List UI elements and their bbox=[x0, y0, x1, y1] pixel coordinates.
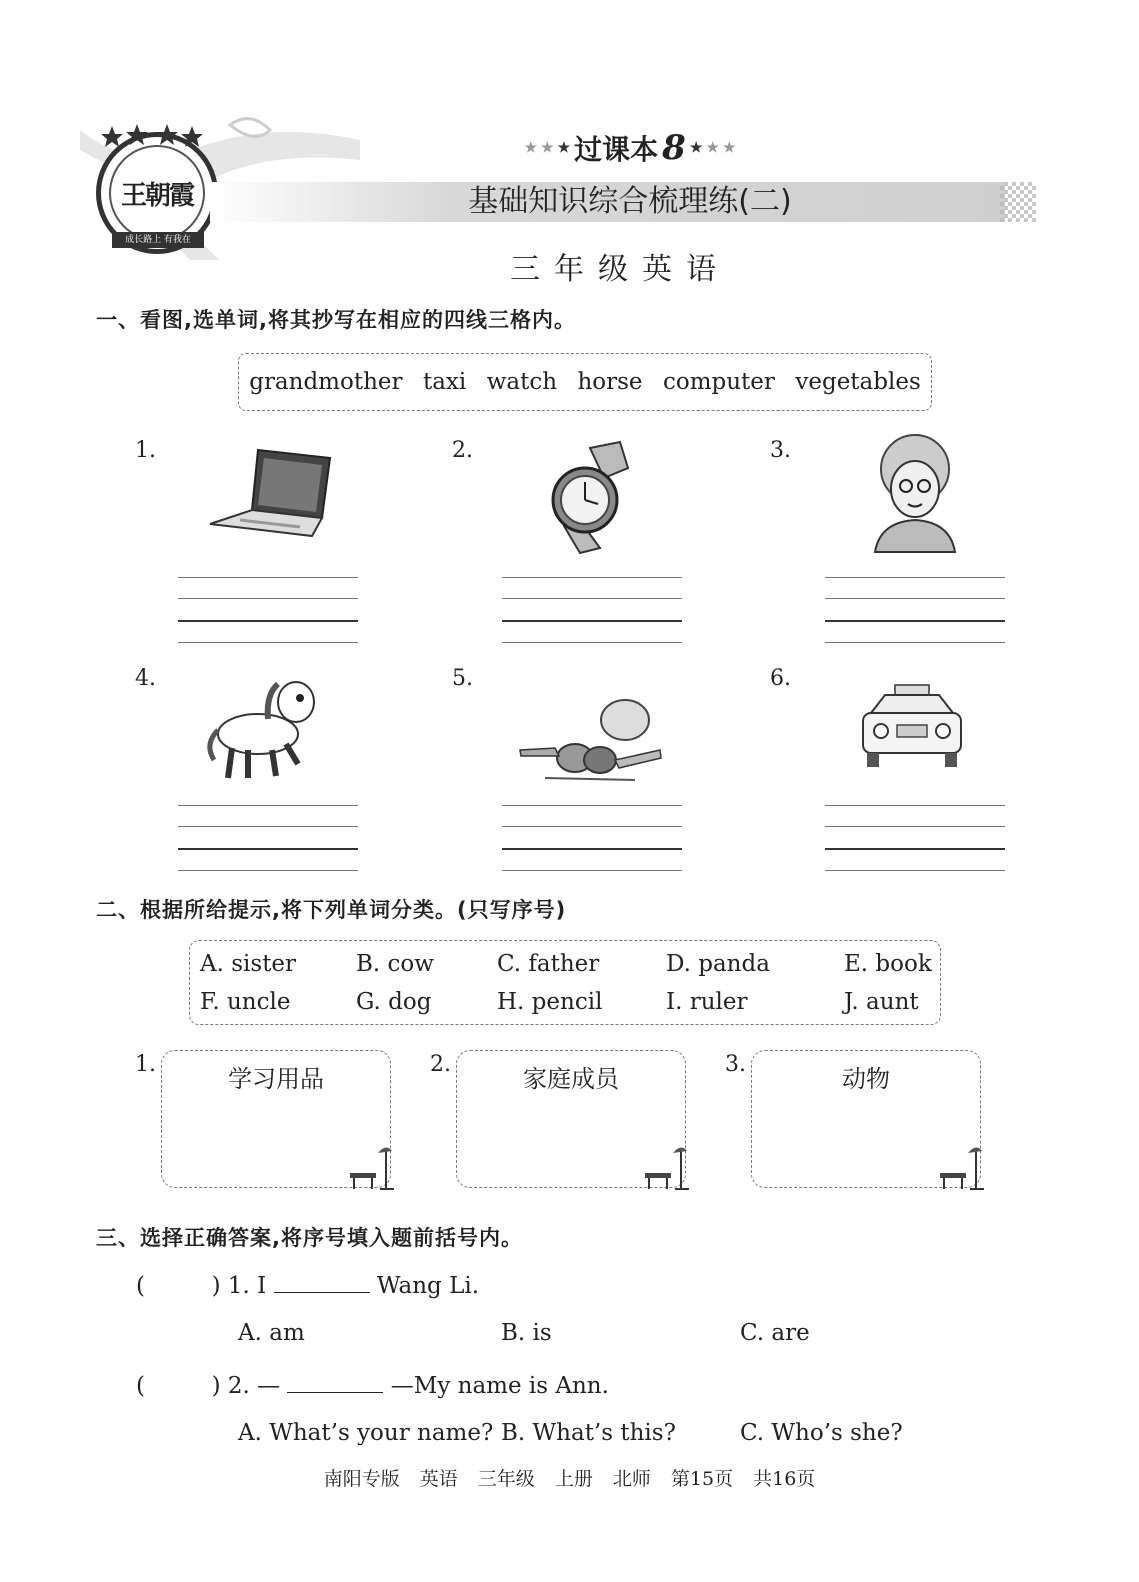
answer-bracket-open[interactable]: ( bbox=[136, 1273, 145, 1299]
answer-bracket-open[interactable]: ( bbox=[136, 1373, 145, 1399]
star-icon: ★ bbox=[557, 140, 571, 156]
item-number: 5. bbox=[452, 666, 473, 691]
writing-lines[interactable] bbox=[178, 577, 358, 643]
item-number: 4. bbox=[135, 666, 156, 691]
lamp-desk-icon bbox=[643, 1143, 691, 1193]
item-number: 6. bbox=[770, 666, 791, 691]
category-box[interactable] bbox=[456, 1050, 686, 1188]
category-label: 动物 bbox=[842, 1065, 890, 1093]
answer-blank[interactable] bbox=[287, 1370, 383, 1393]
subject-title: 三年级英语 bbox=[510, 252, 730, 287]
star-icon: ★ bbox=[541, 140, 554, 156]
word-option: B. cow bbox=[356, 951, 434, 977]
star-crown-icon bbox=[100, 124, 204, 148]
word-option: F. uncle bbox=[200, 989, 291, 1015]
item-number: 3. bbox=[770, 438, 791, 463]
word-option: H. pencil bbox=[497, 989, 603, 1015]
lamp-desk-icon bbox=[348, 1143, 396, 1193]
word-option: taxi bbox=[422, 369, 467, 395]
section1-heading: 一、看图,选单词,将其抄写在相应的四线三格内。 bbox=[96, 308, 576, 332]
option-b[interactable]: B. is bbox=[501, 1320, 552, 1346]
option-c[interactable]: C. Who’s she? bbox=[740, 1420, 903, 1446]
question-prefix: 1. I bbox=[227, 1273, 267, 1299]
category-box[interactable] bbox=[161, 1050, 391, 1188]
answer-blank[interactable] bbox=[274, 1270, 370, 1293]
category-number: 3. bbox=[725, 1052, 746, 1077]
writing-lines[interactable] bbox=[502, 577, 682, 643]
grandmother-icon bbox=[840, 434, 990, 554]
taxi-icon bbox=[837, 668, 987, 788]
writing-lines[interactable] bbox=[178, 805, 358, 871]
category-label: 家庭成员 bbox=[523, 1065, 619, 1093]
section2-heading: 二、根据所给提示,将下列单词分类。(只写序号) bbox=[96, 898, 567, 922]
star-icon: ★ bbox=[689, 140, 703, 156]
vegetables-icon bbox=[515, 680, 665, 800]
word-option: D. panda bbox=[666, 951, 770, 977]
option-c[interactable]: C. are bbox=[740, 1320, 810, 1346]
word-option: E. book bbox=[844, 951, 932, 977]
star-icon: ★ bbox=[524, 140, 538, 156]
item-number: 1. bbox=[135, 438, 156, 463]
logo-text: 王朝霞 bbox=[120, 180, 193, 211]
word-option: A. sister bbox=[200, 951, 297, 977]
word-option: watch bbox=[486, 369, 558, 395]
item-number: 2. bbox=[452, 438, 473, 463]
question-suffix: —My name is Ann. bbox=[390, 1373, 609, 1399]
word-option: computer bbox=[662, 369, 775, 395]
series-number: 8 bbox=[662, 128, 686, 168]
word-option: J. aunt bbox=[844, 989, 919, 1015]
word-option: vegetables bbox=[795, 369, 921, 395]
option-a[interactable]: A. am bbox=[238, 1320, 305, 1346]
word-option: G. dog bbox=[356, 989, 432, 1015]
word-option: I. ruler bbox=[666, 989, 748, 1015]
question-1 bbox=[136, 1270, 479, 1299]
page-title: 基础知识综合梳理练(二) bbox=[468, 184, 792, 219]
option-b[interactable]: B. What’s this? bbox=[501, 1420, 676, 1446]
series-label bbox=[500, 128, 760, 168]
page-footer: 南阳专版 英语 三年级 上册 北师 第15页 共16页 bbox=[323, 1468, 816, 1490]
category-number: 1. bbox=[135, 1052, 156, 1077]
laptop-icon bbox=[200, 438, 350, 558]
writing-lines[interactable] bbox=[825, 577, 1005, 643]
category-label: 学习用品 bbox=[228, 1065, 324, 1093]
logo-motto: 成长路上 有我在 bbox=[112, 232, 204, 248]
star-icon: ★ bbox=[722, 140, 736, 156]
answer-bracket-close: ) bbox=[211, 1373, 221, 1399]
category-box[interactable] bbox=[751, 1050, 981, 1188]
question-suffix: Wang Li. bbox=[376, 1273, 480, 1299]
writing-lines[interactable] bbox=[502, 805, 682, 871]
option-a[interactable]: A. What’s your name? bbox=[238, 1420, 494, 1446]
checker-decoration bbox=[1000, 182, 1036, 222]
question-2 bbox=[136, 1370, 609, 1399]
star-icon: ★ bbox=[706, 140, 719, 156]
lamp-desk-icon bbox=[938, 1143, 986, 1193]
word-list-box bbox=[189, 940, 941, 1025]
question-prefix: 2. — bbox=[227, 1373, 281, 1399]
category-number: 2. bbox=[430, 1052, 451, 1077]
word-option: C. father bbox=[497, 951, 600, 977]
word-bank bbox=[238, 353, 932, 411]
word-option: grandmother bbox=[249, 369, 403, 395]
watch-icon bbox=[520, 438, 670, 558]
answer-bracket-close: ) bbox=[211, 1273, 221, 1299]
series-name: 过课本 bbox=[574, 133, 659, 166]
horse-icon bbox=[196, 664, 346, 784]
word-option: horse bbox=[577, 369, 643, 395]
section3-heading: 三、选择正确答案,将序号填入题前括号内。 bbox=[96, 1226, 523, 1250]
writing-lines[interactable] bbox=[825, 805, 1005, 871]
